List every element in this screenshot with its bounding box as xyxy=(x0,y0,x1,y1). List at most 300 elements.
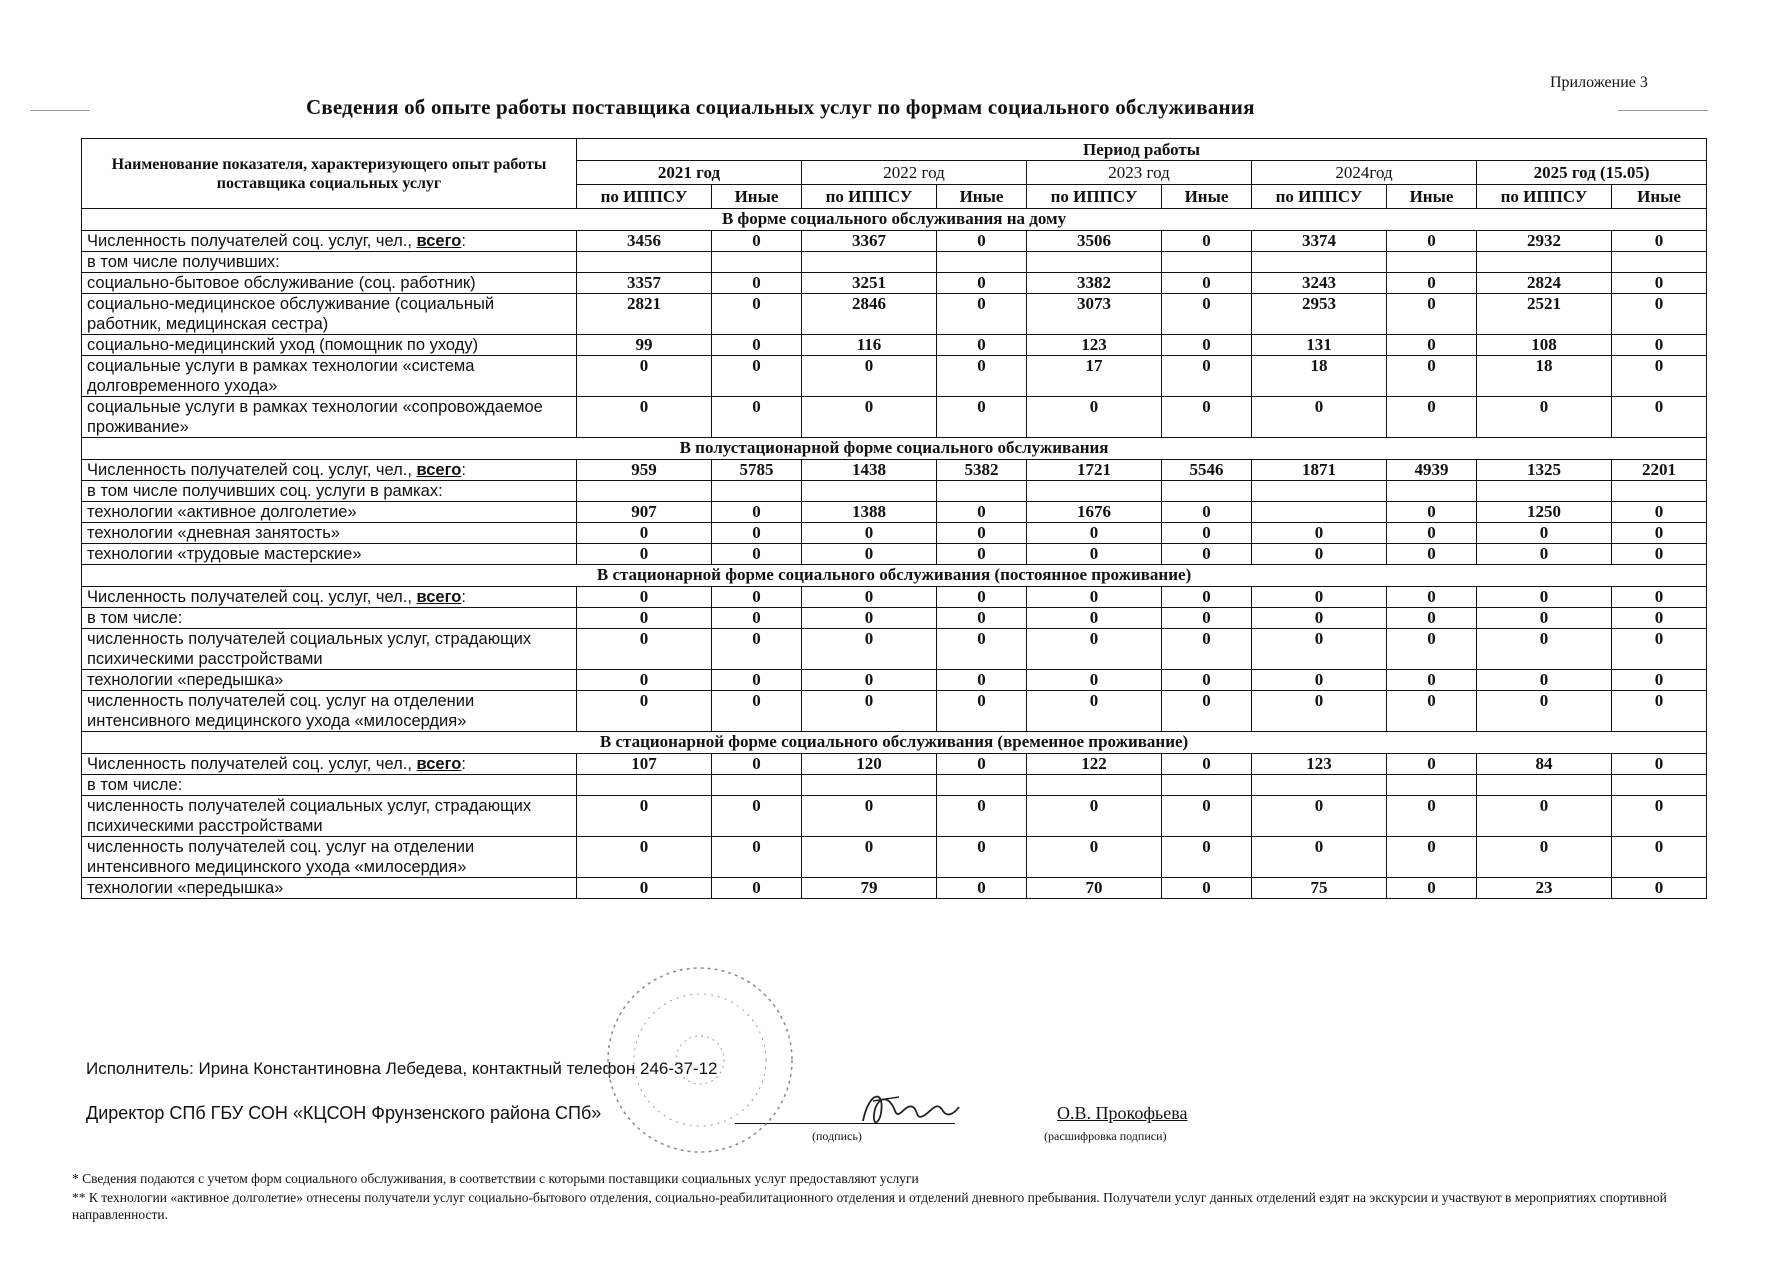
value-cell: 70 xyxy=(1027,878,1162,899)
value-cell: 123 xyxy=(1027,335,1162,356)
value-cell: 108 xyxy=(1477,335,1612,356)
value-cell: 0 xyxy=(937,273,1027,294)
row-label xyxy=(82,252,577,273)
row-label xyxy=(82,670,577,691)
value-cell: 0 xyxy=(1477,837,1612,878)
table-row xyxy=(82,775,1707,796)
header-year: 2022 год xyxy=(802,161,1027,185)
value-cell: 0 xyxy=(1027,523,1162,544)
value-cell: 3251 xyxy=(802,273,937,294)
value-cell: 907 xyxy=(577,502,712,523)
section-title: В стационарной форме социального обслуживания (временное проживание) xyxy=(82,732,1707,754)
value-cell xyxy=(1477,252,1612,273)
value-cell xyxy=(1027,481,1162,502)
value-cell: 3073 xyxy=(1027,294,1162,335)
value-cell: 0 xyxy=(1252,587,1387,608)
value-cell: 0 xyxy=(937,294,1027,335)
row-label-total: всего xyxy=(416,461,462,479)
experience-table xyxy=(81,138,1707,899)
value-cell: 0 xyxy=(1612,356,1707,397)
value-cell: 0 xyxy=(1162,356,1252,397)
row-label-suffix: : xyxy=(461,461,466,479)
value-cell xyxy=(1162,252,1252,273)
value-cell: 17 xyxy=(1027,356,1162,397)
value-cell: 0 xyxy=(1162,670,1252,691)
value-cell: 0 xyxy=(802,837,937,878)
header-other: Иные xyxy=(1612,185,1707,209)
value-cell xyxy=(1027,775,1162,796)
value-cell: 0 xyxy=(937,356,1027,397)
value-cell: 0 xyxy=(802,544,937,565)
value-cell: 0 xyxy=(1387,629,1477,670)
value-cell: 0 xyxy=(577,523,712,544)
row-label-text: в том числе получивших: xyxy=(87,253,280,271)
value-cell: 0 xyxy=(1477,397,1612,438)
table-row xyxy=(82,273,1707,294)
value-cell: 2821 xyxy=(577,294,712,335)
footnote-1: * Сведения подаются с учетом форм социального обслуживания, в соответствии с которыми поставщики социальных услуг предоставляют услуги xyxy=(72,1171,919,1186)
value-cell: 1388 xyxy=(802,502,937,523)
value-cell: 0 xyxy=(577,878,712,899)
value-cell xyxy=(1387,252,1477,273)
table-row xyxy=(82,670,1707,691)
row-label xyxy=(82,629,577,670)
value-cell: 0 xyxy=(1252,691,1387,732)
value-cell: 0 xyxy=(1252,629,1387,670)
value-cell: 0 xyxy=(577,608,712,629)
value-cell: 99 xyxy=(577,335,712,356)
value-cell: 0 xyxy=(1612,629,1707,670)
value-cell: 0 xyxy=(1387,294,1477,335)
value-cell: 0 xyxy=(1612,544,1707,565)
table-row xyxy=(82,587,1707,608)
director-signature xyxy=(855,1085,965,1133)
row-label-text: социально-медицинский уход (помощник по уходу) xyxy=(87,336,479,354)
value-cell xyxy=(1252,481,1387,502)
value-cell: 0 xyxy=(1387,587,1477,608)
value-cell xyxy=(1252,775,1387,796)
value-cell: 0 xyxy=(937,502,1027,523)
value-cell: 0 xyxy=(712,608,802,629)
value-cell: 0 xyxy=(712,878,802,899)
value-cell: 0 xyxy=(1612,523,1707,544)
value-cell: 0 xyxy=(937,670,1027,691)
value-cell: 0 xyxy=(712,629,802,670)
value-cell: 0 xyxy=(937,544,1027,565)
row-label-text: в том числе: xyxy=(87,776,183,794)
value-cell: 0 xyxy=(1252,608,1387,629)
header-ippsu: по ИППСУ xyxy=(1027,185,1162,209)
value-cell: 2846 xyxy=(802,294,937,335)
value-cell: 0 xyxy=(1027,670,1162,691)
value-cell: 0 xyxy=(1162,629,1252,670)
value-cell: 131 xyxy=(1252,335,1387,356)
header-ippsu: по ИППСУ xyxy=(577,185,712,209)
value-cell: 3382 xyxy=(1027,273,1162,294)
header-other: Иные xyxy=(1162,185,1252,209)
row-label xyxy=(82,837,577,878)
table-row xyxy=(82,796,1707,837)
table-row xyxy=(82,544,1707,565)
value-cell: 959 xyxy=(577,460,712,481)
value-cell: 0 xyxy=(1612,335,1707,356)
row-label-text: численность получателей социальных услуг, страдающих психическими расстройствами xyxy=(87,797,532,835)
row-label xyxy=(82,502,577,523)
value-cell xyxy=(1387,481,1477,502)
value-cell: 0 xyxy=(1477,629,1612,670)
value-cell: 0 xyxy=(1387,273,1477,294)
value-cell xyxy=(1612,775,1707,796)
row-label-text: Численность получателей соц. услуг, чел., xyxy=(87,588,417,606)
row-label xyxy=(82,544,577,565)
value-cell: 0 xyxy=(1612,587,1707,608)
header-other: Иные xyxy=(937,185,1027,209)
row-label xyxy=(82,273,577,294)
value-cell: 84 xyxy=(1477,754,1612,775)
value-cell: 0 xyxy=(577,796,712,837)
row-label xyxy=(82,775,577,796)
scan-dash xyxy=(1618,110,1708,111)
value-cell: 0 xyxy=(577,837,712,878)
value-cell: 18 xyxy=(1477,356,1612,397)
value-cell: 0 xyxy=(712,691,802,732)
value-cell: 0 xyxy=(1027,544,1162,565)
page-title: Сведения об опыте работы поставщика социальных услуг по формам социального обслуживания xyxy=(306,95,1255,119)
value-cell: 79 xyxy=(802,878,937,899)
section-title: В форме социального обслуживания на дому xyxy=(82,209,1707,231)
value-cell: 120 xyxy=(802,754,937,775)
value-cell: 0 xyxy=(1252,796,1387,837)
executor-line: Исполнитель: Ирина Константиновна Лебедева, контактный телефон 246-37-12 xyxy=(86,1059,718,1078)
value-cell: 0 xyxy=(1387,502,1477,523)
table-row xyxy=(82,502,1707,523)
value-cell: 0 xyxy=(1612,796,1707,837)
value-cell: 0 xyxy=(1027,608,1162,629)
row-label xyxy=(82,754,577,775)
table-row xyxy=(82,294,1707,335)
header-year: 2021 год xyxy=(577,161,802,185)
value-cell: 0 xyxy=(1162,796,1252,837)
value-cell: 23 xyxy=(1477,878,1612,899)
value-cell: 0 xyxy=(937,397,1027,438)
value-cell: 0 xyxy=(712,231,802,252)
section-row xyxy=(82,438,1707,460)
row-label xyxy=(82,481,577,502)
row-label-text: в том числе получивших соц. услуги в рамках: xyxy=(87,482,443,500)
value-cell: 123 xyxy=(1252,754,1387,775)
value-cell xyxy=(1387,775,1477,796)
value-cell: 0 xyxy=(1387,231,1477,252)
table-row xyxy=(82,335,1707,356)
table-row xyxy=(82,837,1707,878)
footnote-2: ** К технологии «активное долголетие» отнесены получатели услуг социально-бытового отделения, социально-реабилитационного отделения и отделений дневного пребывания. Получатели услуг данных отделений ездят на экскурсии и участвуют в мероприятиях спортивной направленности. xyxy=(72,1190,1667,1222)
director-title: Директор СПб ГБУ СОН «КЦСОН Фрунзенского района СПб» xyxy=(86,1103,602,1123)
table-row xyxy=(82,608,1707,629)
row-label xyxy=(82,587,577,608)
value-cell: 0 xyxy=(937,231,1027,252)
value-cell: 2953 xyxy=(1252,294,1387,335)
row-label xyxy=(82,356,577,397)
value-cell: 3506 xyxy=(1027,231,1162,252)
value-cell: 0 xyxy=(802,587,937,608)
value-cell: 0 xyxy=(1162,523,1252,544)
table-row xyxy=(82,460,1707,481)
row-label xyxy=(82,397,577,438)
value-cell: 0 xyxy=(577,397,712,438)
value-cell: 0 xyxy=(802,523,937,544)
value-cell: 0 xyxy=(937,629,1027,670)
row-label-text: численность получателей социальных услуг, страдающих психическими расстройствами xyxy=(87,630,532,668)
signature-caption: (подпись) xyxy=(812,1129,862,1143)
value-cell: 0 xyxy=(712,502,802,523)
value-cell: 0 xyxy=(937,837,1027,878)
round-stamp-seal xyxy=(600,960,800,1160)
value-cell: 0 xyxy=(577,691,712,732)
row-label-text: социально-медицинское обслуживание (социальный работник, медицинская сестра) xyxy=(87,295,495,333)
value-cell xyxy=(1612,252,1707,273)
value-cell: 0 xyxy=(712,523,802,544)
value-cell: 0 xyxy=(1477,691,1612,732)
value-cell: 0 xyxy=(1027,837,1162,878)
row-label xyxy=(82,796,577,837)
value-cell: 0 xyxy=(1387,523,1477,544)
value-cell: 0 xyxy=(712,754,802,775)
row-label-text: социальные услуги в рамках технологии «сопровождаемое проживание» xyxy=(87,398,543,436)
value-cell: 0 xyxy=(577,544,712,565)
value-cell: 0 xyxy=(1612,837,1707,878)
value-cell: 0 xyxy=(1477,544,1612,565)
value-cell: 0 xyxy=(1162,294,1252,335)
value-cell: 2201 xyxy=(1612,460,1707,481)
value-cell: 0 xyxy=(1162,691,1252,732)
header-ippsu: по ИППСУ xyxy=(1252,185,1387,209)
value-cell: 0 xyxy=(1162,878,1252,899)
value-cell xyxy=(1612,481,1707,502)
value-cell xyxy=(712,252,802,273)
value-cell xyxy=(937,775,1027,796)
value-cell: 107 xyxy=(577,754,712,775)
value-cell: 0 xyxy=(1027,397,1162,438)
value-cell xyxy=(712,775,802,796)
value-cell: 5546 xyxy=(1162,460,1252,481)
table-row xyxy=(82,878,1707,899)
value-cell: 0 xyxy=(712,796,802,837)
value-cell: 2521 xyxy=(1477,294,1612,335)
row-label-text: технологии «активное долголетие» xyxy=(87,503,357,521)
row-label xyxy=(82,294,577,335)
table-row xyxy=(82,397,1707,438)
section-row xyxy=(82,732,1707,754)
header-year: 2023 год xyxy=(1027,161,1252,185)
value-cell: 0 xyxy=(1612,294,1707,335)
value-cell: 3243 xyxy=(1252,273,1387,294)
value-cell: 0 xyxy=(937,335,1027,356)
table-row xyxy=(82,523,1707,544)
value-cell: 1676 xyxy=(1027,502,1162,523)
value-cell: 0 xyxy=(1252,523,1387,544)
scan-dash xyxy=(30,110,90,111)
value-cell: 75 xyxy=(1252,878,1387,899)
value-cell: 0 xyxy=(1477,608,1612,629)
value-cell: 0 xyxy=(1612,608,1707,629)
value-cell: 0 xyxy=(937,608,1027,629)
section-row xyxy=(82,209,1707,231)
value-cell: 0 xyxy=(802,397,937,438)
row-label xyxy=(82,608,577,629)
value-cell xyxy=(1477,481,1612,502)
value-cell: 1250 xyxy=(1477,502,1612,523)
value-cell: 0 xyxy=(1252,670,1387,691)
value-cell: 5785 xyxy=(712,460,802,481)
value-cell: 122 xyxy=(1027,754,1162,775)
value-cell: 2932 xyxy=(1477,231,1612,252)
row-label-text: численность получателей соц. услуг на отделении интенсивного медицинского ухода «милосердия» xyxy=(87,692,475,730)
value-cell xyxy=(1252,502,1387,523)
value-cell: 0 xyxy=(937,523,1027,544)
value-cell: 0 xyxy=(937,691,1027,732)
value-cell: 0 xyxy=(712,273,802,294)
row-label-text: Численность получателей соц. услуг, чел., xyxy=(87,755,417,773)
value-cell: 0 xyxy=(712,587,802,608)
value-cell: 0 xyxy=(1387,544,1477,565)
value-cell: 4939 xyxy=(1387,460,1477,481)
value-cell xyxy=(712,481,802,502)
value-cell xyxy=(1162,775,1252,796)
value-cell: 0 xyxy=(1387,608,1477,629)
row-label xyxy=(82,878,577,899)
row-label-total: всего xyxy=(416,755,462,773)
value-cell: 0 xyxy=(1612,754,1707,775)
value-cell: 2824 xyxy=(1477,273,1612,294)
header-year: 2025 год (15.05) xyxy=(1477,161,1707,185)
value-cell: 0 xyxy=(1162,231,1252,252)
value-cell xyxy=(937,252,1027,273)
value-cell: 0 xyxy=(937,587,1027,608)
value-cell: 0 xyxy=(1252,837,1387,878)
value-cell: 0 xyxy=(1162,273,1252,294)
value-cell: 0 xyxy=(1252,544,1387,565)
row-label-text: социальные услуги в рамках технологии «система долговременного ухода» xyxy=(87,357,475,395)
row-label-text: технологии «трудовые мастерские» xyxy=(87,545,362,563)
value-cell xyxy=(1027,252,1162,273)
row-label xyxy=(82,460,577,481)
value-cell xyxy=(1252,252,1387,273)
value-cell: 0 xyxy=(1612,273,1707,294)
row-label-suffix: : xyxy=(461,755,466,773)
name-caption: (расшифровка подписи) xyxy=(1044,1129,1167,1143)
value-cell: 0 xyxy=(712,670,802,691)
value-cell: 0 xyxy=(802,670,937,691)
value-cell: 0 xyxy=(1387,754,1477,775)
value-cell: 0 xyxy=(712,544,802,565)
value-cell: 0 xyxy=(1477,587,1612,608)
value-cell xyxy=(802,252,937,273)
value-cell: 1325 xyxy=(1477,460,1612,481)
value-cell: 0 xyxy=(1612,502,1707,523)
header-other: Иные xyxy=(712,185,802,209)
value-cell: 0 xyxy=(802,608,937,629)
value-cell xyxy=(577,481,712,502)
value-cell: 0 xyxy=(1162,608,1252,629)
table-row xyxy=(82,481,1707,502)
row-label xyxy=(82,335,577,356)
value-cell: 1438 xyxy=(802,460,937,481)
row-label-text: технологии «дневная занятость» xyxy=(87,524,340,542)
value-cell: 0 xyxy=(1162,837,1252,878)
value-cell: 0 xyxy=(1387,796,1477,837)
value-cell: 0 xyxy=(937,754,1027,775)
value-cell: 0 xyxy=(1027,691,1162,732)
value-cell: 0 xyxy=(802,796,937,837)
table-row xyxy=(82,691,1707,732)
row-label xyxy=(82,523,577,544)
value-cell: 0 xyxy=(712,356,802,397)
table-row xyxy=(82,754,1707,775)
value-cell: 1721 xyxy=(1027,460,1162,481)
value-cell: 0 xyxy=(1387,356,1477,397)
value-cell: 0 xyxy=(1027,796,1162,837)
value-cell: 0 xyxy=(1387,335,1477,356)
value-cell xyxy=(937,481,1027,502)
row-label-text: технологии «передышка» xyxy=(87,671,284,689)
value-cell xyxy=(802,775,937,796)
value-cell: 0 xyxy=(1387,878,1477,899)
header-ippsu: по ИППСУ xyxy=(1477,185,1612,209)
value-cell: 3357 xyxy=(577,273,712,294)
row-label-text: Численность получателей соц. услуг, чел., xyxy=(87,461,417,479)
value-cell: 0 xyxy=(1162,544,1252,565)
value-cell: 0 xyxy=(1477,670,1612,691)
value-cell: 0 xyxy=(1162,397,1252,438)
value-cell: 0 xyxy=(1612,691,1707,732)
row-label-suffix: : xyxy=(461,588,466,606)
section-title: В полустационарной форме социального обслуживания xyxy=(82,438,1707,460)
value-cell: 0 xyxy=(577,670,712,691)
value-cell: 0 xyxy=(1387,397,1477,438)
value-cell: 0 xyxy=(1027,587,1162,608)
value-cell: 3374 xyxy=(1252,231,1387,252)
value-cell: 0 xyxy=(1477,796,1612,837)
value-cell: 3456 xyxy=(577,231,712,252)
value-cell: 0 xyxy=(712,335,802,356)
header-year: 2024год xyxy=(1252,161,1477,185)
value-cell: 1871 xyxy=(1252,460,1387,481)
row-label xyxy=(82,691,577,732)
value-cell: 0 xyxy=(802,356,937,397)
value-cell: 0 xyxy=(1612,878,1707,899)
value-cell xyxy=(802,481,937,502)
value-cell: 0 xyxy=(1612,670,1707,691)
value-cell: 0 xyxy=(577,587,712,608)
row-label-text: Численность получателей соц. услуг, чел., xyxy=(87,232,417,250)
value-cell: 0 xyxy=(1252,397,1387,438)
value-cell: 0 xyxy=(712,294,802,335)
director-name: О.В. Прокофьева xyxy=(1057,1103,1188,1123)
header-ippsu: по ИППСУ xyxy=(802,185,937,209)
row-label-text: в том числе: xyxy=(87,609,183,627)
table-row xyxy=(82,629,1707,670)
row-label xyxy=(82,231,577,252)
row-label-text: технологии «передышка» xyxy=(87,879,284,897)
value-cell: 18 xyxy=(1252,356,1387,397)
value-cell: 0 xyxy=(1027,629,1162,670)
value-cell: 0 xyxy=(1162,754,1252,775)
value-cell: 0 xyxy=(802,691,937,732)
value-cell: 0 xyxy=(1162,502,1252,523)
row-label-text: социально-бытовое обслуживание (соц. работник) xyxy=(87,274,476,292)
value-cell: 0 xyxy=(937,878,1027,899)
value-cell: 0 xyxy=(1162,587,1252,608)
